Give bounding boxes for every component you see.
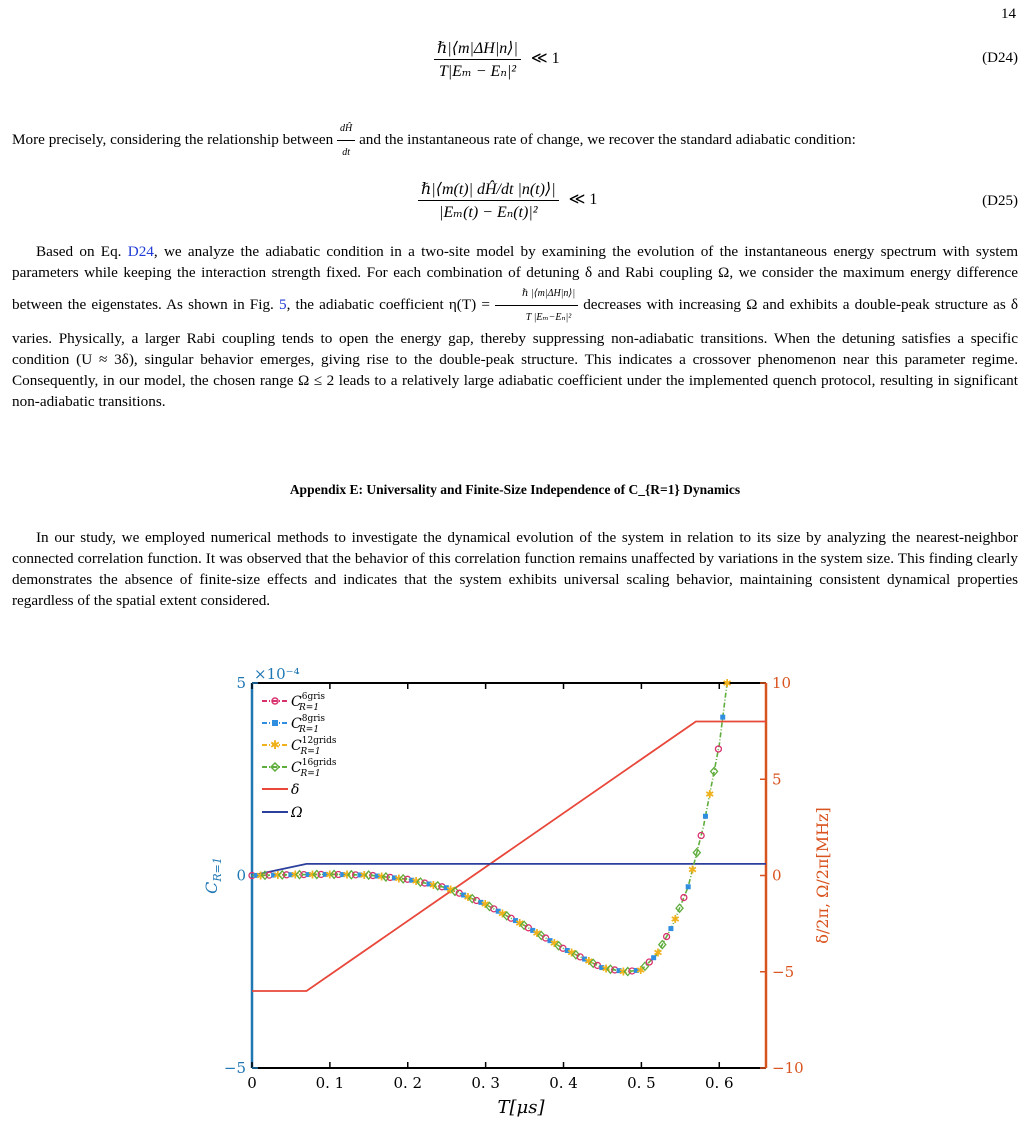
paragraph-adiabatic-intro: More precisely, considering the relationship between $\frac{dĤ}{dt}$ and the instantaneous rate of change, we recover the standard adiabatic condition: [12,118,1018,163]
eq-d24-label: (D24) [982,50,1018,66]
marker-12grids: ✱ [463,890,473,904]
eta-fraction-den: T |Eₘ−Eₙ|² [525,312,572,323]
x-axis-label: T[μs] [497,1097,545,1118]
eq-d25-denominator: |Eₘ(t) − Eₙ(t)|² [439,204,538,221]
inline-fraction-num: dĤ [337,118,355,141]
y-right-tick-label: −5 [772,962,795,981]
marker-12grids: ✱ [342,868,352,882]
eta-fraction-num: ℏ |⟨m|ΔH|n⟩| [495,283,578,306]
legend-label: $C^{8gris}$ R=1 [291,714,326,735]
marker-12grids: ✱ [394,872,404,886]
paragraph-adiabatic-analysis: Based on Eq. D24, we analyze the adiabatic condition in a two-site model by examining the evolution of the instantaneous energy spectrum with system parameters while keeping the interaction strength fixed. For each combination of detuning δ and Rabi coupling Ω, we consider the maximum energy difference between the eigenstates. As shown in Fig. 5, the adiabatic coefficient η(T) = $\frac{\text{ℏ |⟨m|ΔH|n⟩|}}{\text{T |Eₘ−Eₙ|²}}$ decreases with increasing Ω and exhibits a double-peak structure as δ varies. Physically, a larger Rabi coupling tends to open the energy gap, thereby suppressing non-adiabatic transitions. When the detuning satisfies a specific condition (U ≈ 3δ), singular behavior emerges, giving rise to the double-peak structure. This indicates a crossover phenomenon near this parameter regime. Consequently, in our model, the chosen range Ω ≤ 2 leads to a relatively large adiabatic coefficient under the implemented quench protocol, resulting in significant non-adiabatic transitions. [12,243,1019,410]
marker-12grids: ✱ [325,868,335,882]
marker-8grids [686,884,691,889]
x-tick-label: 0. 3 [471,1074,500,1092]
eq-d25-label: (D25) [982,193,1018,209]
marker-12grids: ✱ [653,946,663,960]
eq-d24-relation: ≪ 1 [530,50,560,68]
legend-label: $C^{6gris}$ R=1 [291,692,326,713]
legend-label: $C^{12grids}$ R=1 [291,736,337,757]
paragraph-finite-size: In our study, we employed numerical methods to investigate the dynamical evolution of the system in relation to its size by analyzing the nearest-neighbor connected correlation function. It was observed that the behavior of this correlation function remains unaffected by variations in the system size. This finding clearly demonstrates the absence of finite-size effects and indicates that the system exhibits universal scaling behavior, maintaining consistent dynamical properties regardless of the spatial extent considered. [12,529,1018,609]
legend-label: $C^{16grids}$ R=1 [291,758,337,779]
marker-12grids: ✱ [411,875,421,889]
marker-8grids [720,715,725,720]
y-left-axis-label: $C_{R=1}$ [202,857,224,894]
marker-12grids: ✱ [532,926,542,940]
x-tick-label: 0. 4 [549,1074,578,1092]
y-right-tick-label: −10 [772,1059,804,1077]
marker-12grids: ✱ [359,869,369,883]
marker-8grids [703,814,708,819]
y-right-tick-label: 5 [772,770,782,789]
marker-12grids: ✱ [428,878,438,892]
series-correlation-line [252,683,727,972]
y-right-axis-label: δ/2π, Ω/2π[MHz] [813,807,832,944]
marker-12grids: ✱ [636,963,646,977]
marker-12grids: ✱ [376,870,387,884]
ref-eq-d24-link[interactable]: D24 [127,243,154,260]
marker-12grids: ✱ [566,946,577,960]
legend-marker: ✱ [269,738,281,752]
marker-12grids: ✱ [273,868,283,882]
marker-12grids: ✱ [307,868,318,882]
x-tick-label: 0. 6 [704,1074,734,1092]
y-right-tick-label: 10 [772,674,792,692]
x-tick-label: 0. 1 [315,1074,345,1092]
legend-label: Ω [291,805,303,821]
marker-12grids: ✱ [497,907,508,921]
marker-12grids: ✱ [256,869,266,883]
eq-d25-numerator: ℏ|⟨m(t)| dĤ/dt |n(t)⟩| [418,179,559,201]
equation-d25 [0,179,1030,219]
inline-fraction-den: dt [342,147,351,158]
eq-d25-relation: ≪ 1 [568,191,598,209]
marker-8grids [668,926,673,931]
marker-12grids: ✱ [290,868,300,882]
y-left-tick-label: 0 [236,866,246,885]
y-left-tick-label: −5 [223,1059,246,1077]
eq-d24-denominator: T|Eₘ − Eₙ|² [438,63,517,80]
equation-d24 [0,38,1030,78]
marker-12grids: ✱ [601,962,611,976]
marker-12grids: ✱ [584,955,594,969]
ref-fig-5-link[interactable]: 5 [278,295,287,313]
marker-12grids: ✱ [618,965,629,979]
appendix-e-heading: Appendix E: Universality and Finite-Size Independence of C_{R=1} Dynamics [289,482,741,497]
legend-marker [272,720,278,726]
x-tick-label: 0 [247,1074,257,1092]
marker-12grids: ✱ [515,916,525,930]
marker-12grids: ✱ [687,863,698,877]
marker-12grids: ✱ [549,937,559,951]
marker-12grids: ✱ [446,883,456,897]
marker-12grids: ✱ [722,677,732,690]
marker-12grids: ✱ [670,912,680,926]
y-right-tick-label: 0 [772,866,782,885]
marker-12grids: ✱ [705,787,715,801]
marker-12grids: ✱ [480,898,490,912]
x-tick-label: 0. 2 [393,1074,423,1092]
x-tick-label: 0. 5 [627,1074,656,1092]
page-number: 14 [1001,6,1016,22]
eq-d24-numerator: ℏ|⟨m|ΔH|n⟩| [434,38,521,60]
left-axis-multiplier: ×10⁻⁴ [254,665,300,683]
y-left-tick-label: 5 [236,674,246,692]
legend-label: δ [291,782,300,798]
figure-correlation-plot [195,645,855,1125]
